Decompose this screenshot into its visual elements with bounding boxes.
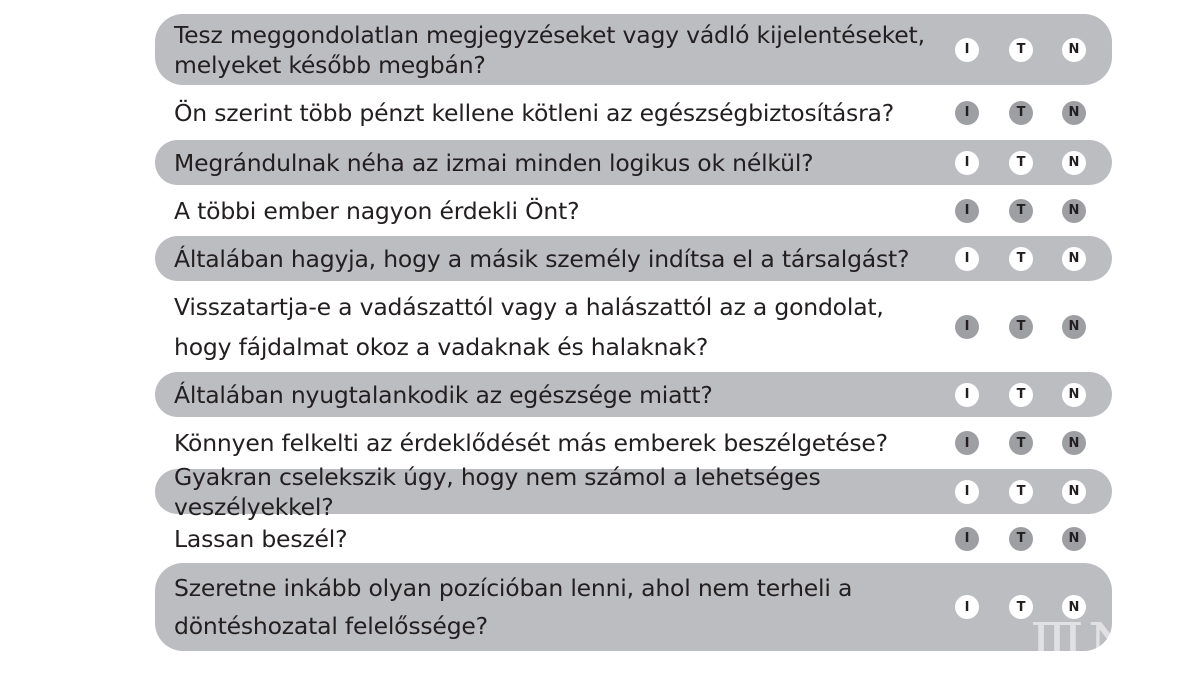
question-row	[155, 85, 1112, 140]
option-t-button[interactable]: T	[1009, 431, 1033, 455]
option-n-button[interactable]: N	[1062, 480, 1086, 504]
option-i-button[interactable]: I	[955, 595, 979, 619]
option-n-button[interactable]: N	[1062, 199, 1086, 223]
answer-options	[955, 185, 1085, 236]
question-text: Általában hagyja, hogy a másik személy indítsa el a társalgást?	[174, 244, 910, 273]
answer-options	[955, 563, 1085, 651]
option-i-button[interactable]: I	[955, 101, 979, 125]
option-n-button[interactable]: N	[1062, 151, 1086, 175]
option-t-button[interactable]: T	[1009, 199, 1033, 223]
watermark-logo: ⅢNO	[1030, 612, 1191, 677]
option-t-button[interactable]: T	[1009, 38, 1033, 62]
question-row	[155, 140, 1112, 185]
answer-options	[955, 236, 1085, 281]
option-n-button[interactable]: N	[1062, 38, 1086, 62]
question-row	[155, 462, 1112, 521]
option-i-button[interactable]: I	[955, 383, 979, 407]
answer-options	[955, 140, 1085, 185]
question-text: Gyakran cselekszik úgy, hogy nem számol a lehetséges veszélyekkel?	[174, 462, 821, 521]
option-n-button[interactable]: N	[1062, 315, 1086, 339]
question-row	[155, 185, 1112, 236]
question-row	[155, 14, 1112, 85]
option-i-button[interactable]: I	[955, 315, 979, 339]
question-row	[155, 514, 1112, 563]
answer-options	[955, 469, 1085, 514]
option-i-button[interactable]: I	[955, 527, 979, 551]
option-t-button[interactable]: T	[1009, 101, 1033, 125]
option-t-button[interactable]: T	[1009, 247, 1033, 271]
option-t-button[interactable]: T	[1009, 480, 1033, 504]
option-t-button[interactable]: T	[1009, 151, 1033, 175]
option-t-button[interactable]: T	[1009, 315, 1033, 339]
option-t-button[interactable]: T	[1009, 383, 1033, 407]
questionnaire	[155, 14, 1112, 651]
option-i-button[interactable]: I	[955, 480, 979, 504]
question-text: Tesz meggondolatlan megjegyzéseket vagy vádló kijelentéseket, melyeket később megbán?	[174, 20, 925, 79]
answer-options	[955, 85, 1085, 140]
question-row	[155, 372, 1112, 417]
question-text: Megrándulnak néha az izmai minden logikus ok nélkül?	[174, 148, 814, 177]
question-row	[155, 563, 1112, 651]
option-n-button[interactable]: N	[1062, 431, 1086, 455]
question-text: Lassan beszél?	[174, 524, 348, 553]
option-n-button[interactable]: N	[1062, 527, 1086, 551]
option-i-button[interactable]: I	[955, 38, 979, 62]
question-row	[155, 281, 1112, 372]
option-n-button[interactable]: N	[1062, 383, 1086, 407]
option-n-button[interactable]: N	[1062, 595, 1086, 619]
answer-options	[955, 372, 1085, 417]
question-text: Ön szerint több pénzt kellene kötleni az egészségbiztosításra?	[174, 98, 895, 127]
answer-options	[955, 514, 1085, 563]
question-text: Szeretne inkább olyan pozícióban lenni, ahol nem terheli a döntéshozatal felelőssége?	[174, 574, 853, 640]
option-i-button[interactable]: I	[955, 151, 979, 175]
answer-options	[955, 417, 1085, 469]
question-row	[155, 236, 1112, 281]
option-t-button[interactable]: T	[1009, 527, 1033, 551]
question-text: A többi ember nagyon érdekli Önt?	[174, 196, 580, 225]
answer-options	[955, 281, 1085, 372]
answer-options	[955, 14, 1085, 85]
question-text: Visszatartja-e a vadászattól vagy a halászattól az a gondolat, hogy fájdalmat okoz a vadaknak és halaknak?	[174, 292, 884, 361]
option-n-button[interactable]: N	[1062, 101, 1086, 125]
option-i-button[interactable]: I	[955, 431, 979, 455]
question-text: Általában nyugtalankodik az egészsége miatt?	[174, 380, 713, 409]
question-text: Könnyen felkelti az érdeklődését más emberek beszélgetése?	[174, 429, 888, 457]
option-i-button[interactable]: I	[955, 199, 979, 223]
option-t-button[interactable]: T	[1009, 595, 1033, 619]
option-i-button[interactable]: I	[955, 247, 979, 271]
option-n-button[interactable]: N	[1062, 247, 1086, 271]
